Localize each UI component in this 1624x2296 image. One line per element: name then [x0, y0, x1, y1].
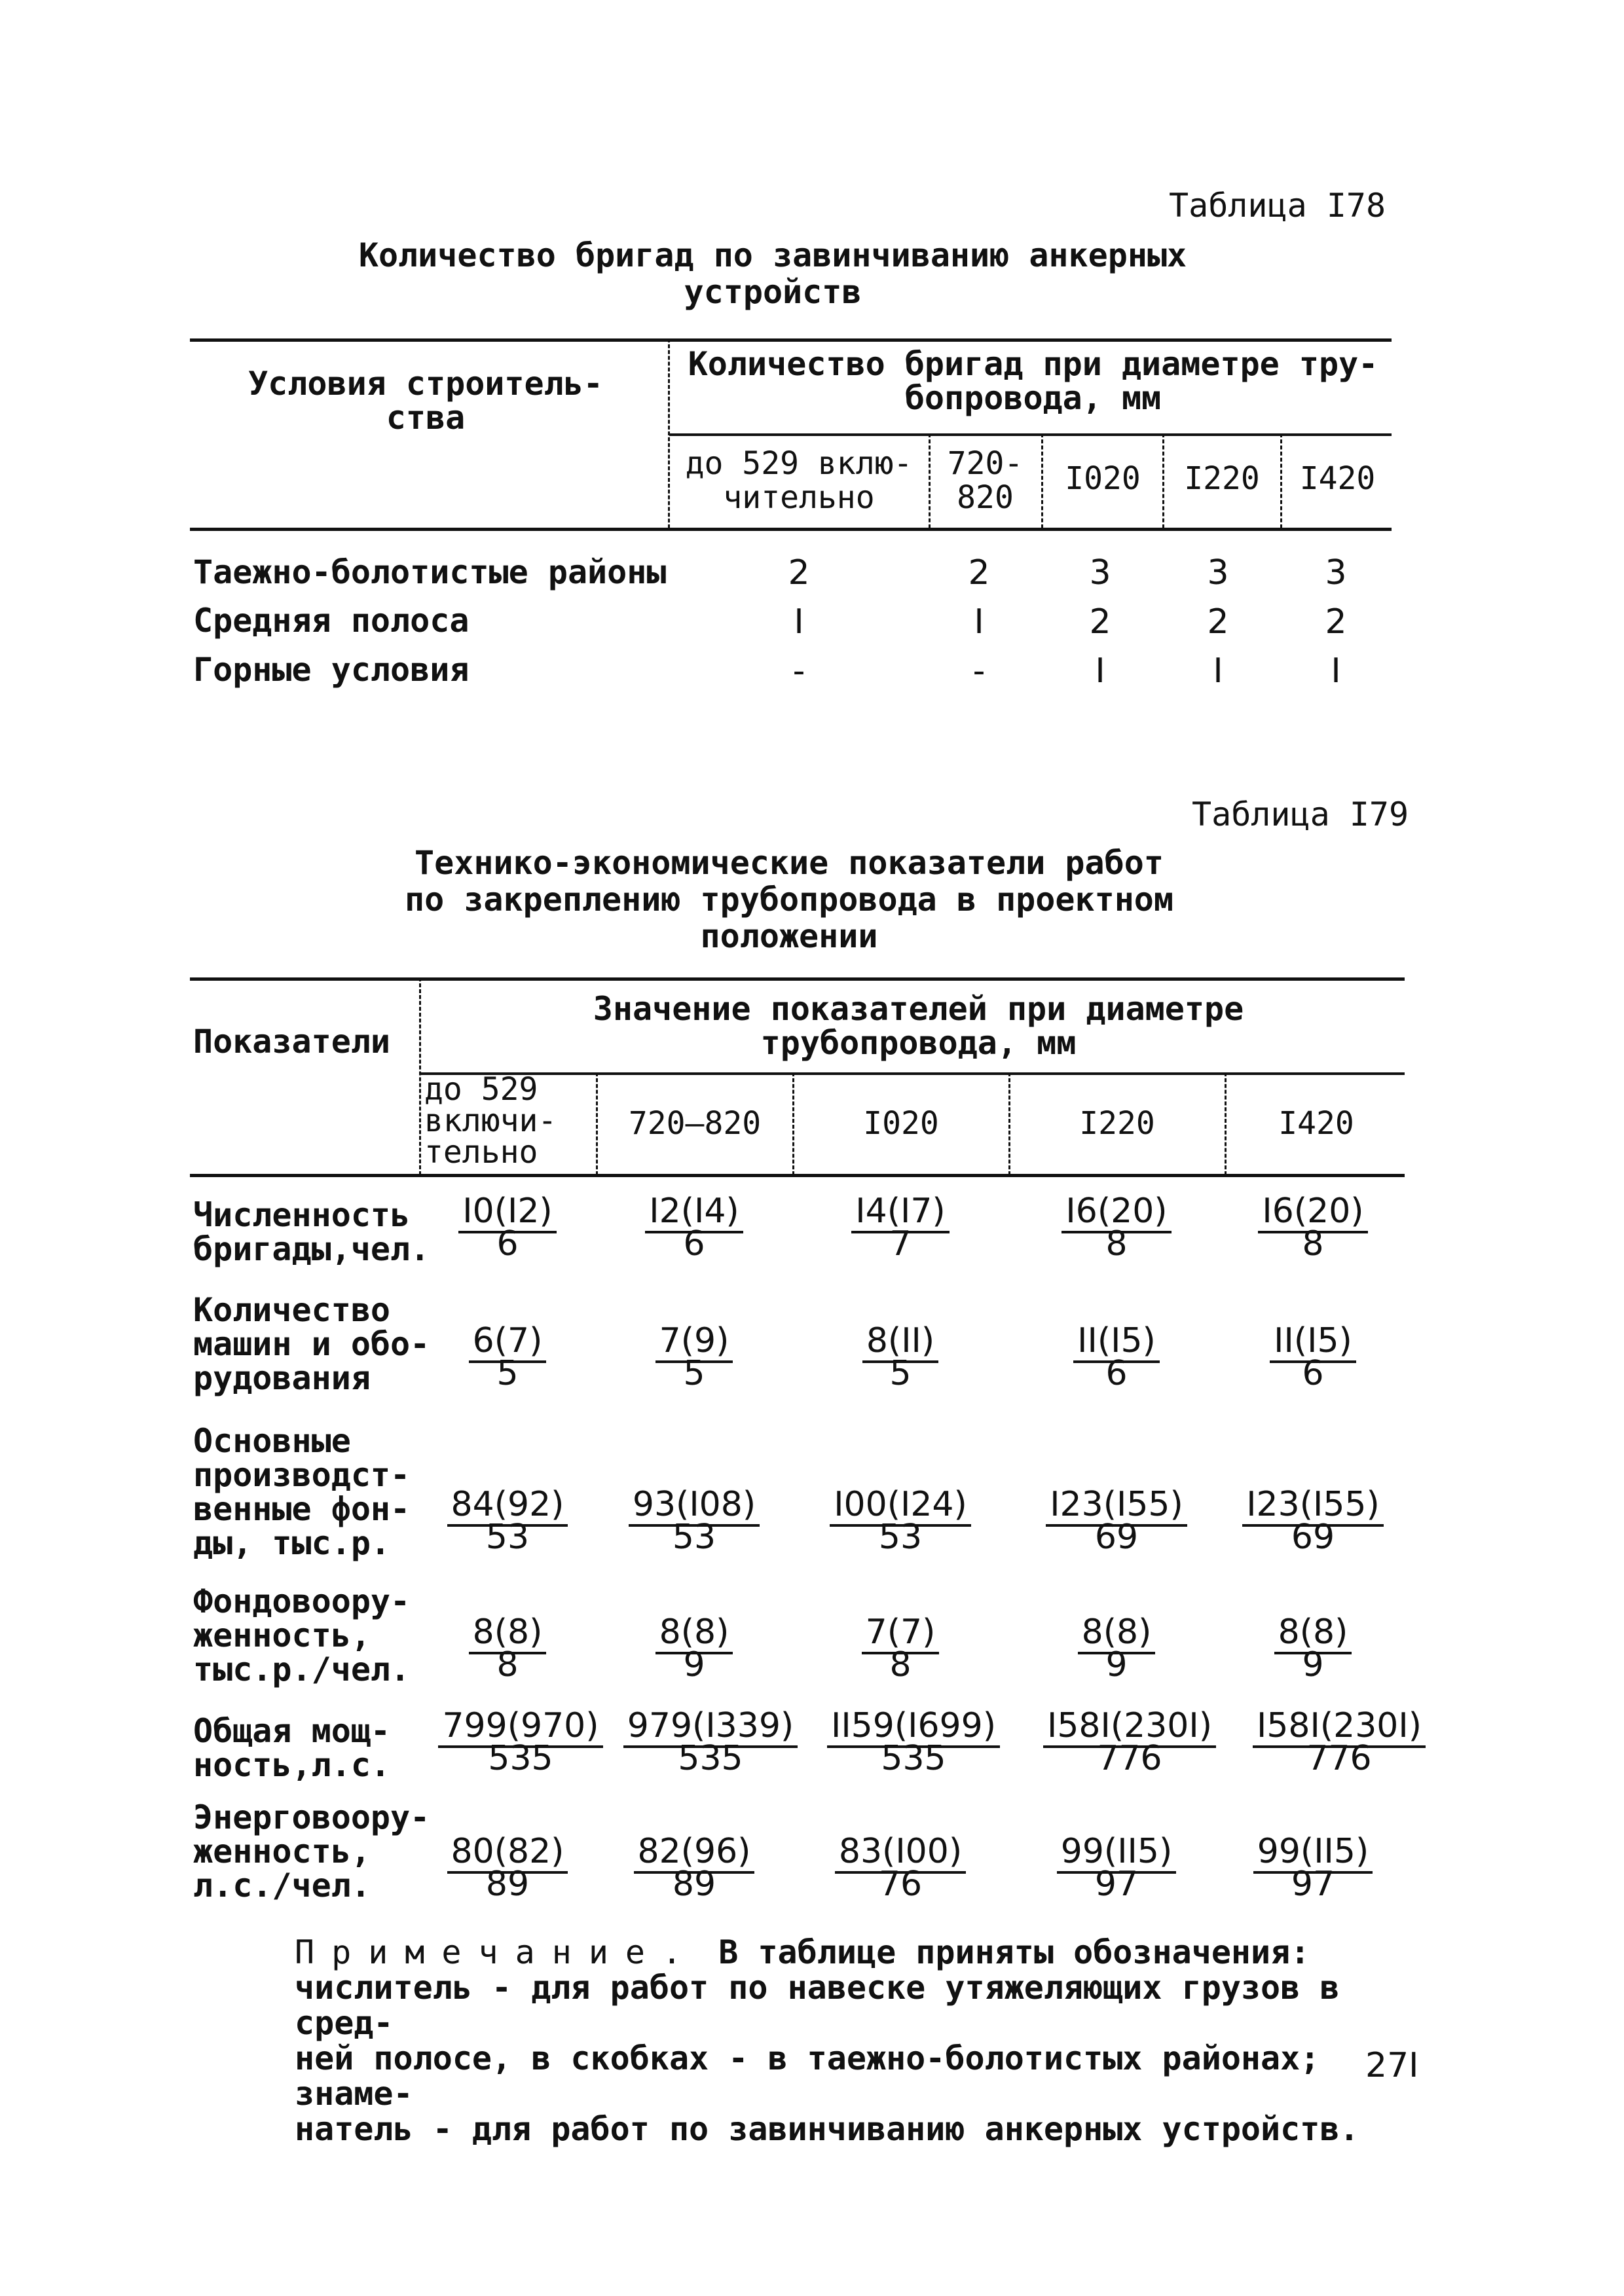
table-179-fraction: $\frac{83(I00)}{76}$	[792, 1833, 1008, 1899]
table-179-fraction: $\frac{82(96)}{89}$	[596, 1833, 792, 1899]
table-179-sub-divider	[1008, 1072, 1010, 1175]
table-179-row-label: Фондовоору- женность, тыс.р./чел.	[193, 1582, 411, 1688]
table-179-fraction: $\frac{I6(20)}{8}$	[1008, 1193, 1225, 1258]
table-179-label: Таблица I79	[1192, 795, 1409, 833]
table-178-cell: I	[794, 602, 804, 642]
table-178-title: Количество бригад по завинчиванию анкерных устройств	[358, 236, 1187, 311]
table-179-fraction: $\frac{II(I5)}{6}$	[1225, 1322, 1401, 1388]
table-179-fraction: $\frac{8(8)}{9}$	[1225, 1614, 1401, 1679]
table-179-sub-divider	[1225, 1072, 1227, 1175]
table-178-cell: -	[792, 651, 805, 691]
table-179-fraction: $\frac{7(7)}{8}$	[792, 1614, 1008, 1679]
table-179-fraction: $\frac{I58I(230I)}{776}$	[1231, 1707, 1447, 1773]
table-178-subheader: I420	[1299, 460, 1376, 497]
table-179-row-label: Основные производст- венные фон- ды, тыс.р.	[193, 1422, 411, 1562]
table-178-top-rule	[190, 338, 1392, 342]
table-178-cell: 2	[1089, 602, 1111, 642]
table-179-fraction: $\frac{I0(I2)}{6}$	[419, 1193, 596, 1258]
table-179-subheader: до 529 включи- тельно	[424, 1071, 557, 1171]
table-178-sub-divider	[1162, 433, 1164, 528]
table-178-row-label: Горные условия	[193, 651, 470, 689]
table-179-fraction: $\frac{I4(I7)}{7}$	[792, 1193, 1008, 1258]
table-178-cell: 3	[1089, 553, 1111, 592]
table-178-row-label: Средняя полоса	[193, 602, 470, 640]
table-179-fraction: $\frac{6(7)}{5}$	[419, 1322, 596, 1388]
table-178-cell: 2	[968, 553, 990, 592]
table-179-fraction: $\frac{80(82)}{89}$	[419, 1833, 596, 1899]
table-178-cell: 3	[1207, 553, 1229, 592]
footnote: Примечание. В таблице приняты обозначения: числитель - для работ по навеске утяжеляющих грузов в сред- ней полосе, в скобках - в таежно-болотистых районах; знаме- натель - для работ по завинчиванию анкерных устройств.	[295, 1933, 1359, 2148]
table-178-cell: I	[1213, 651, 1223, 691]
table-179-fraction: $\frac{I23(I55)}{69}$	[1225, 1486, 1401, 1552]
table-178-sub-divider	[929, 433, 931, 528]
table-179-header-group: Значение показателей при диаметре трубопровода, мм	[593, 990, 1244, 1062]
table-179-fraction: $\frac{II59(I699)}{535}$	[805, 1707, 1022, 1773]
table-178-row-label: Таежно-болотистые районы	[193, 553, 667, 591]
page-number: 27I	[1365, 2046, 1419, 2085]
table-179-row-label: Численность бригады,чел.	[193, 1196, 430, 1268]
table-179-fraction: $\frac{I23(I55)}{69}$	[1008, 1486, 1225, 1552]
table-178-header-bottom-rule	[190, 528, 1392, 531]
table-179-fraction: $\frac{979(I339)}{535}$	[612, 1707, 809, 1773]
table-178-subheader: I220	[1184, 460, 1260, 497]
table-179-fraction: $\frac{84(92)}{53}$	[419, 1486, 596, 1552]
table-179-header-bottom-rule	[190, 1174, 1405, 1177]
table-179-fraction: $\frac{I00(I24)}{53}$	[792, 1486, 1008, 1552]
table-179-subheader: I420	[1278, 1105, 1354, 1142]
table-179-fraction: $\frac{II(I5)}{6}$	[1008, 1322, 1225, 1388]
table-178-cell: 2	[1325, 602, 1347, 642]
table-179-fraction: $\frac{I2(I4)}{6}$	[596, 1193, 792, 1258]
table-179-row-label: Энерговоору- женность, л.с./чел.	[193, 1798, 430, 1904]
table-178-cell: 2	[1207, 602, 1229, 642]
table-179-fraction: $\frac{99(II5)}{97}$	[1225, 1833, 1401, 1899]
table-179-fraction: $\frac{8(8)}{9}$	[596, 1614, 792, 1679]
table-178-cell: -	[972, 651, 986, 691]
table-179-row-label: Общая мощ- ность,л.с.	[193, 1712, 391, 1784]
table-178-cell: I	[974, 602, 984, 642]
table-179-fraction: $\frac{799(970)}{535}$	[432, 1707, 609, 1773]
table-179-row-label: Количество машин и обо- рудования	[193, 1291, 430, 1397]
table-179-subheader: 720–820	[628, 1105, 762, 1142]
table-178-cell: 2	[788, 553, 810, 592]
table-179-sub-divider	[792, 1072, 794, 1175]
table-179-fraction: $\frac{8(8)}{8}$	[419, 1614, 596, 1679]
table-178-cell: I	[1331, 651, 1341, 691]
table-179-title: Технико-экономические показатели работ по закреплению трубопровода в проектном положении	[405, 844, 1173, 955]
table-179-fraction: $\frac{99(II5)}{97}$	[1008, 1833, 1225, 1899]
table-179-fraction: $\frac{8(8)}{9}$	[1008, 1614, 1225, 1679]
table-179-fraction: $\frac{I58I(230I)}{776}$	[1022, 1707, 1238, 1773]
table-178-sub-rule	[669, 433, 1392, 436]
table-178-subheader: до 529 вклю- чительно	[685, 445, 913, 516]
table-179-divider	[419, 977, 421, 1175]
table-178-subheader: I020	[1065, 460, 1141, 497]
table-178-subheader: 720- 820	[947, 445, 1024, 516]
table-178-cell: 3	[1325, 553, 1347, 592]
table-179-top-rule	[190, 977, 1405, 981]
table-179-fraction: $\frac{93(I08)}{53}$	[596, 1486, 792, 1552]
table-179-header-indicators: Показатели	[193, 1023, 391, 1061]
table-179-subheader: I220	[1079, 1105, 1155, 1142]
table-178-cell: I	[1095, 651, 1105, 691]
table-178-label: Таблица I78	[1169, 187, 1386, 225]
table-179-fraction: $\frac{I6(20)}{8}$	[1225, 1193, 1401, 1258]
table-179-sub-divider	[596, 1072, 598, 1175]
note-prefix: Примечание.	[295, 1933, 699, 1971]
table-178-header-group: Количество бригад при диаметре тру- бопровода, мм	[688, 345, 1378, 417]
table-179-subheader: I020	[863, 1105, 939, 1142]
table-178-sub-divider	[1280, 433, 1282, 528]
table-179-fraction: $\frac{8(II)}{5}$	[792, 1322, 1008, 1388]
table-178-sub-divider	[1041, 433, 1043, 528]
table-178-header-conditions: Условия строитель- ства	[248, 365, 603, 437]
table-179-fraction: $\frac{7(9)}{5}$	[596, 1322, 792, 1388]
